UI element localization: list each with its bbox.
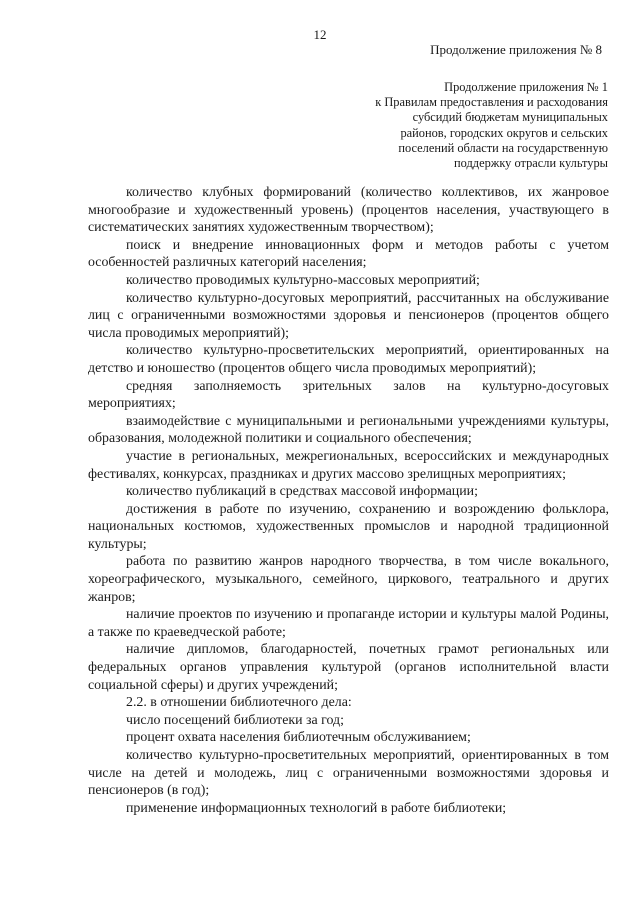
paragraph: участие в региональных, межрегиональных, всероссийских и международных фестивалях, конкурсах, праздниках и других массово зрелищных мероприятиях; [88,448,609,482]
appendix-line: к Правилам предоставления и расходования [375,95,608,110]
paragraph: процент охвата населения библиотечным обслуживанием; [126,730,471,746]
continuation-label: Продолжение приложения № 8 [430,42,602,57]
paragraph: число посещений библиотеки за год; [126,712,344,728]
paragraph: применение информационных технологий в работе библиотеки; [126,800,507,816]
paragraph: наличие проектов по изучению и пропаганде истории и культуры малой Родины, а также по краеведческой работе; [88,607,609,640]
paragraph: наличие дипломов, благодарностей, почетных грамот региональных или федеральных органов управления культурой (органов исполнительной власти социальной сферы) и других учреждений; [88,642,609,693]
paragraph: работа по развитию жанров народного творчества, в том числе вокального, хореографического, музыкального, семейного, циркового, театрального и других жанров; [88,554,609,605]
appendix-line: районов, городских округов и сельских [400,125,608,140]
paragraph: взаимодействие с муниципальными и региональными учреждениями культуры, образования, молодежной политики и социального обеспечения; [88,413,609,447]
appendix-line: Продолжение приложения № 1 [444,80,608,94]
appendix-line: поддержку отрасли культуры [454,156,608,171]
paragraph: количество культурно-просветительных мероприятий, ориентированных в том числе на детей и молодежь, лиц с ограниченными возможностями здоровья и пенсионеров (в год); [88,748,609,799]
appendix-reference [308,80,608,171]
paragraph: количество проводимых культурно-массовых мероприятий; [126,272,480,288]
appendix-line: субсидий бюджетам муниципальных [412,110,608,125]
paragraph: количество публикаций в средствах массовой информации; [126,484,478,500]
paragraph: количество культурно-досуговых мероприятий, рассчитанных на обслуживание лиц с ограниченными возможностями здоровья и пенсионеров (процентов общего числа проводимых мероприятий); [88,290,609,341]
paragraph: количество культурно-просветительских мероприятий, ориентированных на детство и юношество (процентов общего числа проводимых мероприятий); [88,343,609,376]
paragraph: количество клубных формирований (количество коллективов, их жанровое многообразие и художественный уровень) (процентов населения, участвующего в систематических занятиях художественным творчеством); [88,185,609,236]
appendix-line: поселений области на государственную [398,140,608,155]
section-heading: 2.2. в отношении библиотечного дела: [126,695,352,711]
paragraph: поиск и внедрение инновационных форм и методов работы с учетом особенностей различных категорий населения; [88,237,609,271]
paragraph: средняя заполняемость зрительных залов на культурно-досуговых мероприятиях; [88,378,609,412]
page-number: 12 [313,27,327,42]
paragraph: достижения в работе по изучению, сохранению и возрождению фольклора, национальных костюмов, художественных промыслов и народной традиционной культуры; [88,501,609,552]
document-body [88,184,609,817]
